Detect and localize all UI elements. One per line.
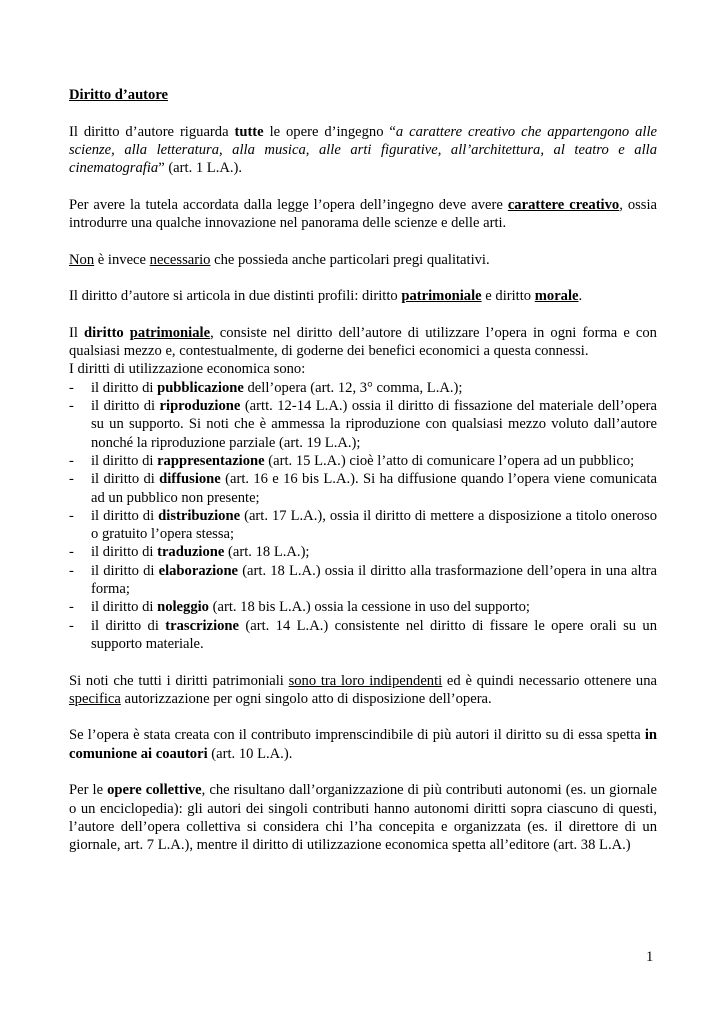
bold-text: in comunione ai coautori: [69, 727, 657, 762]
text-run: (art. 16 e 16 bis L.A.). Si ha diffusione quando l’opera viene comunicata ad un pubblico non presente;: [91, 471, 657, 506]
text-run: il diritto di: [91, 599, 158, 616]
dash-bullet: -: [69, 379, 74, 396]
text-run: .: [578, 288, 583, 305]
bold-text: diritto: [84, 324, 130, 341]
paragraph-profiles: [69, 287, 657, 305]
text-run: il diritto di: [91, 379, 158, 396]
text-run: il diritto di: [91, 507, 159, 524]
text-run: Il: [69, 324, 84, 341]
text-run: il diritto di: [91, 471, 160, 488]
dash-bullet: -: [69, 507, 74, 524]
list-item: [69, 543, 657, 561]
bold-underlined-text: patrimoniale: [129, 324, 211, 341]
text-run: Il diritto d’autore riguarda: [69, 123, 235, 140]
text-run: dell’opera (art. 12, 3° comma, L.A.);: [243, 379, 463, 396]
list-item: [69, 598, 657, 616]
dash-bullet: -: [69, 398, 74, 415]
dash-bullet: -: [69, 471, 74, 488]
underlined-text: specifica: [69, 690, 121, 707]
list-item: [69, 507, 657, 544]
text-run: (artt. 12-14 L.A.) ossia il diritto di fissazione del materiale dell’opera su un supporto. Si noti che è ammessa la riproduzione con qualsiasi mezzo voluto dall’autore nonché la riproduzione parziale (art. 19 L.A.);: [91, 398, 658, 451]
text-run: , che risultano dall’organizzazione di più contributi autonomi (es. un giornale o un enciclopedia): gli autori dei singoli contributi hanno autonomi diritti sopra ciascuno di questi, l’autore dell’opera collettiva si considera chi l’ha concepita e organizzata (es. il direttore di un giornale, art. 7 L.A.), mentre il diritto di utilizzazione economica spetta all’editore (art. 38 L.A.): [69, 782, 657, 854]
text-run: (art. 15 L.A.) cioè l’atto di comunicare l’opera ad un pubblico;: [264, 452, 635, 469]
dash-bullet: -: [69, 544, 74, 561]
text-run: (art. 18 L.A.);: [224, 544, 310, 561]
list-item: [69, 397, 657, 452]
text-run: (art. 17 L.A.), ossia il diritto di mettere a disposizione a titolo oneroso o gratuito l’opera stessa;: [91, 507, 657, 543]
bold-underlined-text: morale: [534, 288, 579, 305]
bold-text: traduzione: [157, 544, 225, 561]
italic-quote: a carattere creativo che appartengono alle scienze, alla letteratura, alla musica, alle arti figurative, all’architettura, al teatro e alla cinematografia: [69, 123, 657, 177]
underlined-text: necessario: [149, 251, 211, 268]
list-intro: I diritti di utilizzazione economica sono:: [69, 361, 306, 378]
text-run: il diritto di: [91, 617, 166, 634]
dash-bullet: -: [69, 617, 74, 634]
text-run: ed è quindi necessario ottenere una: [442, 672, 657, 689]
bold-text: tutte: [234, 123, 264, 140]
text-run: , ossia introdurre una qualche innovazione nel panorama delle scienze e delle arti.: [69, 196, 658, 232]
text-run: ” (art. 1 L.A.).: [158, 160, 243, 177]
bold-text: pubblicazione: [157, 379, 244, 396]
bold-text: riproduzione: [159, 398, 241, 415]
text-run: Il diritto d’autore si articola in due distinti profili: diritto: [69, 288, 402, 305]
bold-underlined-text: carattere creativo: [507, 196, 620, 213]
text-run: il diritto di: [91, 452, 158, 469]
text-run: il diritto di: [91, 398, 160, 415]
bold-text: rappresentazione: [157, 452, 265, 469]
text-run: (art. 14 L.A.) consistente nel diritto di fissare le opere orali su un supporto materiale.: [91, 617, 658, 652]
page-number: 1: [646, 949, 654, 965]
paragraph-definition: [69, 123, 657, 178]
document-title: Diritto d’autore: [69, 87, 169, 103]
text-run: (art. 18 L.A.) ossia il diritto alla trasformazione dell’opera in una altra forma;: [91, 562, 658, 598]
list-item: [69, 379, 657, 397]
paragraph-creative-character: [69, 196, 657, 233]
paragraph-quality: [69, 251, 657, 269]
text-run: è invece: [94, 251, 150, 268]
bold-text: opere collettive: [107, 782, 202, 799]
dash-bullet: -: [69, 452, 74, 469]
text-run: il diritto di: [91, 562, 159, 579]
paragraph-collective-works: [69, 781, 657, 854]
bold-underlined-text: patrimoniale: [401, 288, 482, 305]
bold-text: diffusione: [159, 471, 221, 488]
text-run: Si noti che tutti i diritti patrimoniali: [69, 672, 289, 689]
list-item: [69, 470, 657, 507]
bold-text: noleggio: [157, 599, 209, 616]
dash-bullet: -: [69, 562, 74, 579]
text-run: Per le: [69, 782, 108, 799]
paragraph-patrimonial: [69, 324, 657, 361]
bold-text: trascrizione: [165, 617, 240, 634]
text-run: autorizzazione per ogni singolo atto di disposizione dell’opera.: [120, 690, 492, 707]
text-run: (art. 10 L.A.).: [207, 745, 293, 762]
text-run: il diritto di: [91, 544, 158, 561]
text-run: Se l’opera è stata creata con il contributo imprenscindibile di più autori il diritto su di essa spetta: [69, 727, 645, 744]
underlined-text: Non: [69, 251, 95, 268]
paragraph-coauthors: [69, 726, 657, 763]
document-body: [69, 86, 657, 854]
list-item: [69, 452, 657, 470]
text-run: che possieda anche particolari pregi qualitativi.: [210, 251, 490, 268]
list-item: [69, 562, 657, 599]
text-run: (art. 18 bis L.A.) ossia la cessione in uso del supporto;: [208, 599, 530, 616]
text-run: le opere d’ingegno “: [263, 123, 396, 140]
rights-list: [69, 379, 657, 653]
text-run: , consiste nel diritto dell’autore di utilizzare l’opera in ogni forma e con qualsiasi mezzo e, contestualmente, di goderne dei benefici economici a questa connessi.: [69, 324, 657, 360]
dash-bullet: -: [69, 599, 74, 616]
list-item: [69, 617, 657, 654]
underlined-text: sono tra loro indipendenti: [288, 672, 443, 689]
text-run: Per avere la tutela accordata dalla legge l’opera dell’ingegno deve avere: [69, 196, 508, 213]
bold-text: elaborazione: [158, 562, 239, 579]
bold-text: distribuzione: [158, 507, 241, 524]
paragraph-independence: [69, 672, 657, 709]
text-run: e diritto: [481, 288, 535, 305]
